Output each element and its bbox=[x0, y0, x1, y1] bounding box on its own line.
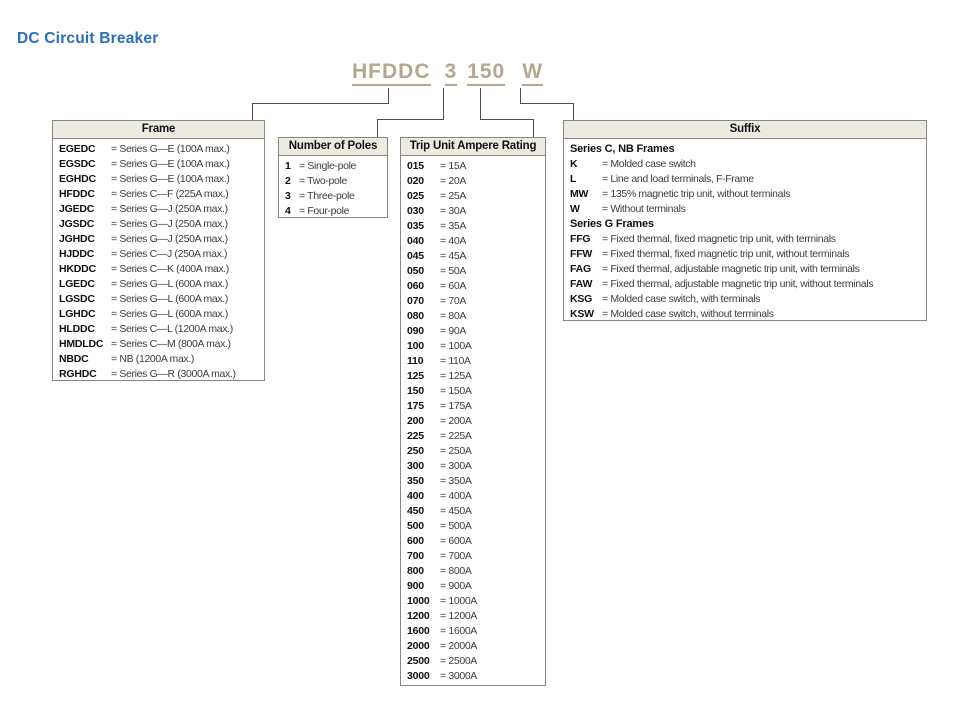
trip-row-desc: = 175A bbox=[440, 400, 472, 412]
connector-suffix-drop2 bbox=[573, 103, 574, 120]
trip-row-desc: = 400A bbox=[440, 490, 472, 502]
trip-row-desc: = 110A bbox=[440, 355, 471, 367]
suffix-group-heading: Series C, NB Frames bbox=[570, 143, 675, 155]
trip-row bbox=[407, 579, 539, 594]
frame-row-code: JGSDC bbox=[59, 218, 95, 230]
frame-row-code: HJDDC bbox=[59, 248, 95, 260]
suffix-row-code: FFW bbox=[570, 248, 593, 260]
trip-row-code: 015 bbox=[407, 160, 424, 172]
trip-row bbox=[407, 384, 539, 399]
trip-row-code: 020 bbox=[407, 175, 424, 187]
suffix-row bbox=[570, 292, 920, 307]
trip-row-desc: = 1600A bbox=[440, 625, 477, 637]
suffix-row-desc: = Fixed thermal, adjustable magnetic trip unit, without terminals bbox=[602, 278, 874, 290]
code-segment-frame: HFDDC bbox=[352, 61, 431, 86]
trip-box-title: Trip Unit Ampere Rating bbox=[401, 138, 545, 156]
trip-row bbox=[407, 354, 539, 369]
trip-row-code: 080 bbox=[407, 310, 424, 322]
frame-box-title: Frame bbox=[53, 121, 264, 139]
trip-row-desc: = 125A bbox=[440, 370, 472, 382]
trip-row-code: 090 bbox=[407, 325, 424, 337]
trip-row-desc: = 700A bbox=[440, 550, 472, 562]
frame-row bbox=[59, 277, 258, 292]
connector-suffix-drop1 bbox=[520, 88, 521, 103]
frame-row-desc: = Series G—E (100A max.) bbox=[111, 173, 230, 185]
frame-row bbox=[59, 337, 258, 352]
suffix-box-title: Suffix bbox=[564, 121, 926, 139]
trip-row-code: 070 bbox=[407, 295, 424, 307]
trip-row-code: 700 bbox=[407, 550, 424, 562]
frame-row-desc: = Series C—L (1200A max.) bbox=[111, 323, 233, 335]
frame-row bbox=[59, 352, 258, 367]
trip-row-desc: = 150A bbox=[440, 385, 472, 397]
frame-box bbox=[52, 120, 265, 381]
trip-row-desc: = 2500A bbox=[440, 655, 477, 667]
trip-row-desc: = 225A bbox=[440, 430, 472, 442]
trip-row bbox=[407, 204, 539, 219]
trip-row-desc: = 600A bbox=[440, 535, 472, 547]
trip-row bbox=[407, 399, 539, 414]
poles-row bbox=[285, 159, 381, 174]
trip-row-code: 800 bbox=[407, 565, 424, 577]
suffix-row-code: KSW bbox=[570, 308, 594, 320]
frame-row-code: JGHDC bbox=[59, 233, 95, 245]
trip-row-code: 025 bbox=[407, 190, 424, 202]
trip-row bbox=[407, 324, 539, 339]
frame-row bbox=[59, 187, 258, 202]
connector-frame-across bbox=[252, 103, 389, 104]
trip-row-code: 2500 bbox=[407, 655, 430, 667]
frame-row-code: HMDLDC bbox=[59, 338, 104, 350]
frame-box-body bbox=[53, 139, 264, 382]
poles-row-desc: = Four-pole bbox=[299, 205, 350, 217]
trip-row-desc: = 35A bbox=[440, 220, 466, 232]
frame-row bbox=[59, 247, 258, 262]
trip-row bbox=[407, 594, 539, 609]
connector-trip-drop1 bbox=[480, 88, 481, 119]
suffix-row-code: FAG bbox=[570, 263, 591, 275]
trip-box-body bbox=[401, 156, 545, 684]
suffix-row-code: MW bbox=[570, 188, 589, 200]
suffix-row-code: W bbox=[570, 203, 580, 215]
trip-row bbox=[407, 219, 539, 234]
poles-row bbox=[285, 204, 381, 219]
trip-row bbox=[407, 294, 539, 309]
trip-row-desc: = 3000A bbox=[440, 670, 477, 682]
suffix-row bbox=[570, 277, 920, 292]
trip-row-code: 3000 bbox=[407, 670, 430, 682]
trip-row-desc: = 70A bbox=[440, 295, 466, 307]
trip-row-code: 040 bbox=[407, 235, 424, 247]
connector-poles-drop2 bbox=[377, 119, 378, 137]
trip-row bbox=[407, 549, 539, 564]
suffix-row-code: K bbox=[570, 158, 578, 170]
suffix-box-body bbox=[564, 139, 926, 322]
trip-row-desc: = 250A bbox=[440, 445, 472, 457]
trip-row-code: 110 bbox=[407, 355, 424, 367]
trip-row-desc: = 2000A bbox=[440, 640, 477, 652]
suffix-row-desc: = Molded case switch bbox=[602, 158, 696, 170]
frame-row bbox=[59, 367, 258, 382]
trip-row-code: 1000 bbox=[407, 595, 430, 607]
frame-row-code: HLDDC bbox=[59, 323, 95, 335]
suffix-row bbox=[570, 172, 920, 187]
trip-row bbox=[407, 309, 539, 324]
trip-row bbox=[407, 189, 539, 204]
suffix-row bbox=[570, 232, 920, 247]
frame-row bbox=[59, 157, 258, 172]
trip-row-desc: = 900A bbox=[440, 580, 472, 592]
suffix-row-desc: = Fixed thermal, fixed magnetic trip unit, without terminals bbox=[602, 248, 850, 260]
poles-row-code: 2 bbox=[285, 175, 291, 187]
frame-row-code: EGHDC bbox=[59, 173, 96, 185]
frame-row-code: HFDDC bbox=[59, 188, 95, 200]
connector-poles-across bbox=[377, 119, 444, 120]
suffix-row bbox=[570, 262, 920, 277]
frame-row bbox=[59, 292, 258, 307]
trip-row-code: 1600 bbox=[407, 625, 430, 637]
suffix-row-code: L bbox=[570, 173, 577, 185]
trip-row-desc: = 100A bbox=[440, 340, 472, 352]
trip-row-code: 035 bbox=[407, 220, 424, 232]
frame-row-code: LGHDC bbox=[59, 308, 96, 320]
trip-row-code: 400 bbox=[407, 490, 424, 502]
poles-box-body bbox=[279, 156, 387, 219]
trip-row bbox=[407, 624, 539, 639]
frame-row-desc: = Series C—J (250A max.) bbox=[111, 248, 228, 260]
trip-row bbox=[407, 519, 539, 534]
trip-row-desc: = 15A bbox=[440, 160, 466, 172]
trip-row bbox=[407, 474, 539, 489]
suffix-row-desc: = Without terminals bbox=[602, 203, 686, 215]
frame-row bbox=[59, 322, 258, 337]
trip-row-desc: = 20A bbox=[440, 175, 466, 187]
trip-row bbox=[407, 339, 539, 354]
trip-row-desc: = 450A bbox=[440, 505, 472, 517]
frame-row-code: EGEDC bbox=[59, 143, 96, 155]
frame-row-desc: = Series G—L (600A max.) bbox=[111, 278, 228, 290]
suffix-row bbox=[570, 202, 920, 217]
trip-row-code: 900 bbox=[407, 580, 424, 592]
trip-row-desc: = 90A bbox=[440, 325, 466, 337]
suffix-row-desc: = 135% magnetic trip unit, without terminals bbox=[602, 188, 790, 200]
frame-row-code: EGSDC bbox=[59, 158, 96, 170]
trip-row-code: 2000 bbox=[407, 640, 430, 652]
poles-row-code: 1 bbox=[285, 160, 291, 172]
frame-row-desc: = Series G—E (100A max.) bbox=[111, 143, 230, 155]
trip-row-desc: = 45A bbox=[440, 250, 466, 262]
frame-row-code: LGSDC bbox=[59, 293, 95, 305]
trip-row-desc: = 200A bbox=[440, 415, 472, 427]
trip-row-code: 150 bbox=[407, 385, 424, 397]
frame-row-desc: = Series G—J (250A max.) bbox=[111, 203, 228, 215]
trip-row-desc: = 40A bbox=[440, 235, 466, 247]
suffix-row-desc: = Line and load terminals, F-Frame bbox=[602, 173, 754, 185]
trip-row-code: 300 bbox=[407, 460, 424, 472]
trip-row bbox=[407, 609, 539, 624]
suffix-row-desc: = Fixed thermal, adjustable magnetic trip unit, with terminals bbox=[602, 263, 860, 275]
trip-row bbox=[407, 414, 539, 429]
trip-unit-ampere-rating-box bbox=[400, 137, 546, 686]
trip-row-code: 350 bbox=[407, 475, 424, 487]
frame-row-desc: = Series C—K (400A max.) bbox=[111, 263, 229, 275]
trip-row-desc: = 1200A bbox=[440, 610, 477, 622]
trip-row bbox=[407, 654, 539, 669]
frame-row-desc: = Series C—F (225A max.) bbox=[111, 188, 229, 200]
trip-row-desc: = 300A bbox=[440, 460, 472, 472]
trip-row bbox=[407, 369, 539, 384]
frame-row bbox=[59, 232, 258, 247]
code-segment-amps: 150 bbox=[467, 61, 505, 86]
poles-row-desc: = Three-pole bbox=[299, 190, 355, 202]
catalog-code bbox=[352, 61, 543, 86]
suffix-row-desc: = Molded case switch, with terminals bbox=[602, 293, 761, 305]
trip-row-code: 175 bbox=[407, 400, 424, 412]
suffix-row-code: FAW bbox=[570, 278, 593, 290]
suffix-row-desc: = Fixed thermal, fixed magnetic trip unit, with terminals bbox=[602, 233, 836, 245]
trip-row bbox=[407, 444, 539, 459]
frame-row-desc: = Series G—R (3000A max.) bbox=[111, 368, 236, 380]
trip-row bbox=[407, 564, 539, 579]
trip-row-code: 600 bbox=[407, 535, 424, 547]
frame-row-code: JGEDC bbox=[59, 203, 95, 215]
poles-row-desc: = Single-pole bbox=[299, 160, 357, 172]
trip-row bbox=[407, 159, 539, 174]
frame-row bbox=[59, 262, 258, 277]
trip-row-desc: = 25A bbox=[440, 190, 466, 202]
trip-row bbox=[407, 429, 539, 444]
trip-row bbox=[407, 534, 539, 549]
code-segment-poles: 3 bbox=[445, 61, 458, 86]
suffix-row-code: FFG bbox=[570, 233, 591, 245]
connector-trip-across bbox=[480, 119, 534, 120]
trip-row bbox=[407, 234, 539, 249]
trip-row bbox=[407, 249, 539, 264]
poles-row-code: 4 bbox=[285, 205, 291, 217]
frame-row-desc: = NB (1200A max.) bbox=[111, 353, 195, 365]
suffix-row-desc: = Molded case switch, without terminals bbox=[602, 308, 774, 320]
trip-row bbox=[407, 174, 539, 189]
trip-row bbox=[407, 639, 539, 654]
trip-row-code: 450 bbox=[407, 505, 424, 517]
suffix-row bbox=[570, 307, 920, 322]
poles-row-desc: = Two-pole bbox=[299, 175, 347, 187]
trip-row-desc: = 30A bbox=[440, 205, 466, 217]
code-segment-suffix: W bbox=[522, 61, 543, 86]
frame-row-desc: = Series G—L (600A max.) bbox=[111, 293, 228, 305]
frame-row-code: RGHDC bbox=[59, 368, 97, 380]
frame-row bbox=[59, 172, 258, 187]
connector-trip-drop2 bbox=[533, 119, 534, 137]
suffix-row bbox=[570, 157, 920, 172]
frame-row bbox=[59, 307, 258, 322]
frame-row-code: HKDDC bbox=[59, 263, 96, 275]
trip-row-desc: = 60A bbox=[440, 280, 466, 292]
trip-row-code: 225 bbox=[407, 430, 424, 442]
trip-row-code: 045 bbox=[407, 250, 424, 262]
connector-poles-drop1 bbox=[443, 88, 444, 119]
suffix-box bbox=[563, 120, 927, 321]
trip-row-code: 500 bbox=[407, 520, 424, 532]
suffix-row bbox=[570, 187, 920, 202]
trip-row-desc: = 500A bbox=[440, 520, 472, 532]
frame-row bbox=[59, 217, 258, 232]
trip-row bbox=[407, 669, 539, 684]
frame-row-desc: = Series C—M (800A max.) bbox=[111, 338, 231, 350]
frame-row-code: LGEDC bbox=[59, 278, 95, 290]
trip-row-code: 050 bbox=[407, 265, 424, 277]
suffix-row-code: KSG bbox=[570, 293, 593, 305]
frame-row-desc: = Series G—L (600A max.) bbox=[111, 308, 228, 320]
trip-row bbox=[407, 459, 539, 474]
trip-row-code: 060 bbox=[407, 280, 424, 292]
trip-row-desc: = 80A bbox=[440, 310, 466, 322]
frame-row-desc: = Series G—J (250A max.) bbox=[111, 233, 228, 245]
trip-row-code: 200 bbox=[407, 415, 424, 427]
trip-row bbox=[407, 489, 539, 504]
poles-box-title: Number of Poles bbox=[279, 138, 387, 156]
trip-row-desc: = 50A bbox=[440, 265, 466, 277]
trip-row-code: 125 bbox=[407, 370, 424, 382]
connector-frame-drop2 bbox=[252, 103, 253, 120]
trip-row-code: 1200 bbox=[407, 610, 430, 622]
frame-row-code: NBDC bbox=[59, 353, 89, 365]
suffix-row bbox=[570, 247, 920, 262]
poles-row bbox=[285, 174, 381, 189]
trip-row-code: 250 bbox=[407, 445, 424, 457]
frame-row-desc: = Series G—E (100A max.) bbox=[111, 158, 230, 170]
trip-row-code: 030 bbox=[407, 205, 424, 217]
trip-row-desc: = 800A bbox=[440, 565, 472, 577]
frame-row bbox=[59, 142, 258, 157]
page-title: DC Circuit Breaker bbox=[17, 30, 159, 47]
poles-row-code: 3 bbox=[285, 190, 291, 202]
frame-row-desc: = Series G—J (250A max.) bbox=[111, 218, 228, 230]
trip-row-code: 100 bbox=[407, 340, 424, 352]
number-of-poles-box bbox=[278, 137, 388, 218]
suffix-group-heading: Series G Frames bbox=[570, 218, 654, 230]
trip-row-desc: = 1000A bbox=[440, 595, 477, 607]
trip-row-desc: = 350A bbox=[440, 475, 472, 487]
poles-row bbox=[285, 189, 381, 204]
connector-suffix-across bbox=[520, 103, 574, 104]
trip-row bbox=[407, 264, 539, 279]
frame-row bbox=[59, 202, 258, 217]
trip-row bbox=[407, 279, 539, 294]
trip-row bbox=[407, 504, 539, 519]
connector-frame-drop1 bbox=[388, 88, 389, 103]
